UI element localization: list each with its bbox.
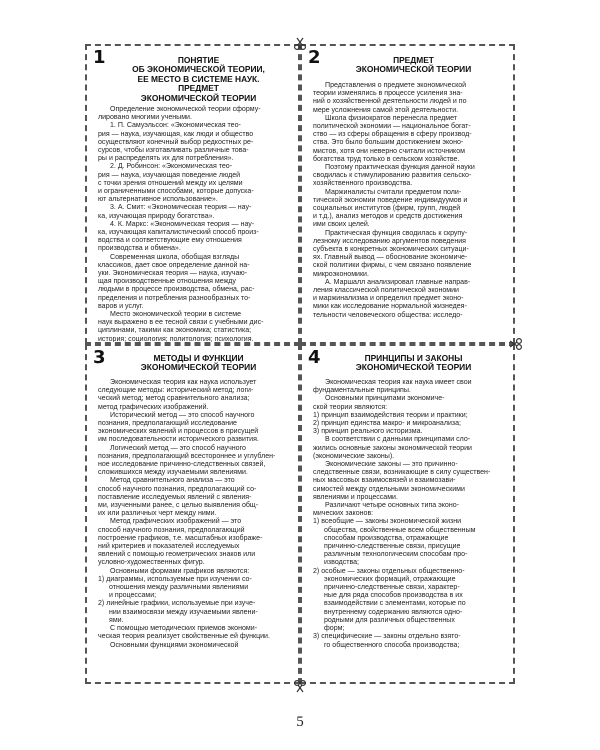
card-1	[85, 44, 300, 344]
text-line: политической экономии — национальное богат-	[313, 123, 471, 131]
card-number: 2	[308, 47, 321, 68]
text-line: Основными функциями экономической	[110, 641, 239, 649]
text-line: ний о хозяйственной деятельности людей и по	[313, 98, 467, 106]
text-line: людьми в процессе производства, обмена, рас-	[98, 286, 255, 294]
heading-line: ПРЕДМЕТ	[178, 83, 219, 94]
card-number: 1	[93, 47, 106, 68]
text-line: рия — наука, изучающая поведение людей	[98, 171, 241, 179]
heading-line: ЭКОНОМИЧЕСКОЙ ТЕОРИИ	[140, 92, 257, 103]
text-line: с точки зрения отношений между их целями	[98, 179, 243, 187]
text-line: различным технологическим способам про-	[324, 551, 468, 559]
text-line: фундаментальные принципы.	[313, 387, 411, 395]
text-line: С помощью методических приемов экономи-	[110, 625, 258, 633]
scissors-icon	[293, 679, 307, 693]
text-line: 3. А. Смит: «Экономическая теория — нау-	[110, 204, 252, 212]
card-heading	[99, 56, 298, 103]
text-line: Экономические законы — это причинно-	[325, 461, 458, 469]
scissors-icon	[509, 337, 523, 351]
text-line: 2. Д. Робинсон: «Экономическая тео-	[110, 163, 233, 171]
text-line: мере усложнения самой этой деятельности.	[313, 106, 459, 114]
text-line: лезному исследованию аргументов поведения	[313, 237, 466, 245]
text-line: и процессами;	[109, 592, 157, 600]
card-body	[98, 379, 290, 650]
text-line: ми, изученными ранее, с целью выявления общ-	[98, 502, 259, 510]
text-line: рия — наука, изучающая, как люди и общество	[98, 130, 254, 138]
text-line: Практическая функция сводилась к скрупу-	[325, 229, 468, 237]
text-line: ные для ряда способов производства в их	[324, 592, 463, 600]
card-body	[313, 379, 505, 650]
text-line: ями.	[109, 616, 124, 624]
card-body	[313, 82, 505, 320]
text-line: следственные связи, возникающие в силу существен-	[313, 469, 491, 477]
text-line: субъекта в конкретных экономических ситуаци-	[313, 246, 469, 254]
page-number: 5	[296, 714, 304, 730]
text-line: лировано многими учеными.	[98, 114, 192, 122]
text-line: 4. К. Маркс: «Экономическая теория — нау-	[110, 220, 255, 228]
text-line: 3) специфические — законы отдельно взято-	[313, 633, 461, 641]
text-line: жились основные законы экономической теории	[313, 444, 472, 452]
text-line: взаимодействии с элементами, которые по	[324, 600, 466, 608]
text-line: мики как исследование нормальной жизнедея-	[313, 303, 467, 311]
text-line: пределения и потребления разнообразных то-	[98, 294, 251, 302]
text-line: поставление исследуемых явлений с явления-	[98, 493, 252, 501]
text-line: микроэкономики.	[313, 270, 369, 278]
text-line: 2) линейные графики, используемые при изуче-	[98, 600, 256, 608]
text-line: циплинами, такими как экономика; статистика;	[98, 327, 252, 335]
text-line: классиков, дает свое определение данной на-	[98, 261, 250, 269]
card-heading	[314, 56, 513, 75]
text-line: 2) особые — законы отдельных общественно-	[313, 567, 465, 575]
text-line: сурсов, чтобы изготавливать различные това-	[98, 147, 249, 155]
text-line: ное исследование причинно-следственных связей,	[98, 461, 266, 469]
text-line: причинно-следственные связи, характер-	[324, 584, 460, 592]
text-line: отношения между различными явлениями	[109, 584, 249, 592]
card-2	[300, 44, 515, 344]
text-line: и т.д.), анализ методов и средств достижения	[313, 213, 463, 221]
text-line: ний критериев и показателей исследуемых	[98, 543, 240, 551]
text-line: явлениями и процессами.	[313, 493, 398, 501]
heading-line: ОБ ЭКОНОМИЧЕСКОЙ ТЕОРИИ,	[132, 64, 265, 75]
text-line: Логический метод — это способ научного	[110, 444, 246, 452]
text-line: явлений с помощью геометрических знаков или	[98, 551, 256, 559]
text-line: Определение экономической теории сформу-	[110, 106, 261, 113]
text-line: ства. Это было большим достижением эконо-	[313, 139, 464, 147]
text-line: ры и распределять их для потребления».	[98, 155, 234, 163]
text-line: их или различных черт между ними.	[98, 510, 217, 518]
text-line: Место экономической теории в системе	[110, 311, 242, 319]
text-line: Маржиналисты считали предметом поли-	[325, 188, 462, 196]
text-line: экономических формаций, отражающие	[324, 575, 456, 583]
scissors-icon	[293, 37, 307, 51]
heading-line: ЭКОНОМИЧЕСКОЙ ТЕОРИИ	[355, 64, 472, 75]
text-line: Основными принципами экономиче-	[325, 395, 445, 403]
text-line: (экономические законы).	[313, 452, 395, 460]
text-line: изводства;	[324, 559, 360, 567]
text-line: построение графиков, т.е. масштабных изображе-	[98, 534, 263, 542]
text-line: Поэтому практическая функция данной науки	[325, 164, 475, 172]
text-line: осуществляют конечный выбор редкостных ре-	[98, 138, 254, 146]
text-line: щая производственные отношения между	[98, 278, 236, 286]
text-line: производства и обмена».	[98, 245, 181, 253]
text-line: го общественного способа производства;	[324, 641, 460, 649]
text-line: познания, предполагающий всестороннее и углублен-	[98, 452, 276, 460]
text-line: ство — из сферы обращения в сферу производ-	[313, 131, 472, 139]
card-body	[98, 106, 290, 344]
card-3	[85, 344, 300, 684]
text-line: им последовательности исторического развития.	[98, 436, 259, 444]
text-line: В соответствии с данными принципами сло-	[325, 436, 471, 444]
text-line: история; социология; политология; психология.	[98, 335, 254, 343]
text-line: Школа физиократов перенесла предмет	[325, 114, 457, 122]
text-line: способ научного познания, предполагающий	[98, 526, 245, 534]
card-heading	[99, 354, 298, 373]
text-line: внутреннему содержанию являются одно-	[324, 608, 463, 616]
heading-line: ЭКОНОМИЧЕСКОЙ ТЕОРИИ	[355, 362, 472, 373]
text-line: ими своих целей.	[313, 221, 370, 229]
text-line: варов и услуг.	[98, 302, 144, 310]
text-line: и маржинализма и определил предмет эконо-	[313, 295, 464, 303]
text-line: ческий метод; метод сравнительного анализа;	[98, 395, 250, 403]
heading-line: ПОНЯТИЕ	[177, 55, 220, 65]
text-line: способам производства, отражающие	[324, 534, 449, 542]
heading-line: ПРЕДМЕТ	[393, 55, 434, 65]
card-4	[300, 344, 515, 684]
text-line: Метод графических изображений — это	[110, 518, 242, 526]
text-line: экономических явлений и процессов в присущей	[98, 428, 259, 436]
text-line: 1. П. Самуэльсон: «Экономическая тео-	[110, 122, 241, 130]
text-line: тической экономии поведение индивидуумов и	[313, 196, 468, 204]
text-line: Представления о предмете экономической	[325, 82, 467, 89]
text-line: ных массовых взаимосвязей и взаимозави-	[313, 477, 456, 485]
text-line: наук выражено в ее тесной связи с учебными дис-	[98, 319, 264, 327]
text-line: водства и соответствующие ему отношения	[98, 237, 242, 245]
text-line: 1) всеобщие — законы экономической жизни	[313, 518, 462, 526]
text-line: ка, изучающая капиталистический способ произ-	[98, 229, 259, 237]
text-line: тельности человеческого общества: исследо-	[313, 311, 463, 319]
text-line: 1) принцип взаимодействия теории и практики;	[313, 411, 468, 419]
text-line: причинно-следственные связи, присущие	[324, 543, 461, 551]
text-line: мистов, хотя они неверно считали источником	[313, 147, 465, 155]
text-line: общества, свойственные всем общественным	[324, 526, 476, 534]
text-line: ческая теория реализует свойственные ей функции.	[98, 633, 270, 641]
text-line: ях. Главный вывод — обоснование экономиче-	[313, 254, 468, 262]
text-line: ют альтернативное использование».	[98, 196, 218, 204]
text-line: мических законов:	[313, 510, 374, 518]
text-line: теории изменялись в процессе усиления зна-	[313, 90, 463, 98]
text-line: Современная школа, обобщая взгляды	[110, 253, 240, 261]
heading-line: МЕТОДЫ И ФУНКЦИИ	[153, 353, 244, 363]
text-line: познания, предполагающий исследование	[98, 420, 237, 428]
text-line: уки. Экономическая теория — наука, изучаю-	[98, 270, 248, 278]
text-line: следующие методы: исторический метод; логи-	[98, 387, 254, 395]
text-line: богатства труд только в сельском хозяйстве.	[313, 155, 460, 163]
text-line: условно-художественных фигур.	[98, 559, 205, 567]
heading-line: ЭКОНОМИЧЕСКОЙ ТЕОРИИ	[140, 362, 257, 373]
text-line: способ научного познания, предполагающий со-	[98, 485, 257, 493]
text-line: Метод сравнительного анализа — это	[110, 477, 235, 485]
card-number: 4	[308, 347, 321, 368]
card-number: 3	[93, 347, 106, 368]
text-line: 3) принцип реального историзма.	[313, 428, 423, 436]
text-line: и ограниченными способами, которые допуска-	[98, 188, 254, 196]
text-line: форм;	[324, 625, 345, 633]
text-line: Экономическая теория как наука использует	[110, 379, 257, 386]
heading-line: ПРИНЦИПЫ И ЗАКОНЫ	[364, 353, 463, 363]
text-line: Экономическая теория как наука имеет свои	[325, 379, 472, 386]
text-line: родными для различных общественных	[324, 616, 455, 624]
text-line: Различают четыре основных типа эконо-	[325, 502, 459, 510]
text-line: А. Маршалл анализировал главные направ-	[325, 278, 471, 286]
text-line: ской теории являются:	[313, 403, 388, 411]
text-line: нии взаимосвязи между изучаемыми явлени-	[109, 608, 258, 616]
text-line: 2) принцип единства макро- и микроанализа;	[313, 420, 462, 428]
text-line: социальных институтов (фирм, групп, людей	[313, 205, 461, 213]
text-line: ка, изучающая природу богатства».	[98, 212, 215, 220]
text-line: 1) диаграммы, используемые при изучении со-	[98, 575, 252, 583]
text-line: сложившихся между изучаемыми явлениями.	[98, 469, 248, 477]
text-line: метод графических изображений.	[98, 403, 209, 411]
text-line: хозяйственного производства.	[313, 180, 413, 188]
text-line: Исторический метод — это способ научного	[110, 411, 255, 419]
text-line: симостей между отдельными экономическими	[313, 485, 465, 493]
text-line: Основными формами графиков являются:	[110, 567, 250, 575]
text-line: ления классической политической экономии	[313, 287, 459, 295]
text-line: ской политики фирмы, с чем связано появление	[313, 262, 472, 270]
text-line: сводилась к стимулированию развития сельско-	[313, 172, 472, 180]
heading-line: ЕЕ МЕСТО В СИСТЕМЕ НАУК.	[137, 73, 260, 84]
card-heading	[314, 354, 513, 373]
